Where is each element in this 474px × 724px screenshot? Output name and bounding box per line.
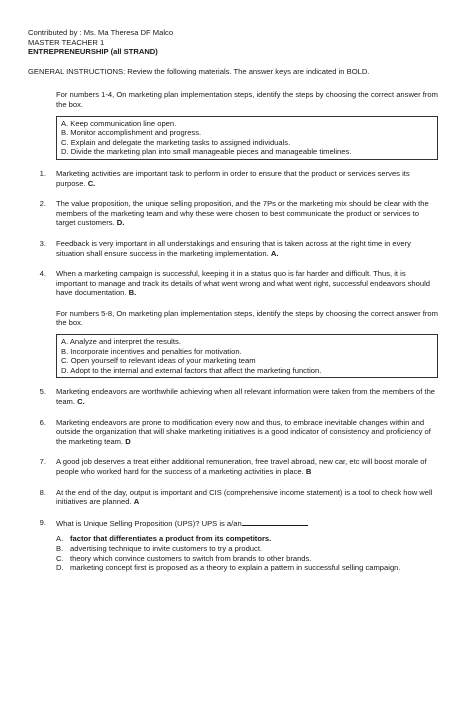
choice-text: theory which convince customers to switch from brands to other brands. bbox=[70, 553, 312, 563]
answer-blank bbox=[242, 518, 308, 526]
question-number: 8. bbox=[39, 487, 46, 497]
question-text: At the end of the day, output is important and CIS (comprehensive income statement) is a tool to check how well initiatives are planned. bbox=[56, 487, 433, 507]
choice-letter: D. bbox=[56, 563, 64, 573]
question-text: Marketing activities are important task to perform in order to ensure that the product or services serves its purpose. bbox=[56, 168, 410, 188]
question-text: When a marketing campaign is successful, keeping it in a status quo is far harder and difficult. Thus, it is important to manage and track its details of what went wrong and what went right, successful endeavors should have documentation. bbox=[56, 269, 430, 298]
question9-choices bbox=[56, 534, 438, 572]
choice-letter: B. bbox=[56, 543, 64, 553]
question-text: Marketing endeavors are worthwhile achieving when all relevant information were taken from the members of the team. bbox=[56, 387, 436, 407]
answer-key: A. bbox=[270, 248, 279, 258]
question-8 bbox=[39, 487, 438, 507]
box1-option-b: B. Monitor accomplishment and progress. bbox=[61, 128, 202, 138]
section2-items bbox=[28, 387, 438, 528]
choice-text: factor that differentiates a product from its competitors. bbox=[70, 534, 272, 544]
answer-key: D bbox=[125, 436, 131, 446]
box1-option-d: D. Divide the marketing plan into small manageable pieces and manageable timelines. bbox=[61, 147, 352, 157]
question-text: Marketing endeavors are prone to modification every now and thus, to embrace inevitable changes within and outside the organization that will shake marketing initiatives is a good indicator of consistency and proficiency of the marketing team. bbox=[56, 417, 431, 446]
section1-items bbox=[28, 169, 438, 298]
question-number: 9. bbox=[39, 517, 46, 527]
question-number: 5. bbox=[39, 387, 46, 397]
choice-d bbox=[56, 563, 438, 573]
section2-instructions: For numbers 5-8, On marketing plan implementation steps, identify the steps by choosing the correct answer from the box. bbox=[56, 308, 438, 328]
question-1 bbox=[39, 168, 438, 188]
box1-option-c: C. Explain and delegate the marketing tasks to assigned individuals. bbox=[61, 137, 291, 147]
question-2 bbox=[39, 199, 438, 228]
answer-key: D. bbox=[116, 218, 125, 228]
answer-key: C. bbox=[77, 397, 85, 407]
question-text: What is Unique Selling Proposition (UPS)? UPS is a/an bbox=[56, 518, 242, 528]
question-6 bbox=[39, 417, 438, 447]
answer-key: B bbox=[305, 467, 312, 476]
answer-key: C. bbox=[87, 178, 96, 188]
question-number: 4. bbox=[39, 269, 46, 279]
question-number: 1. bbox=[39, 168, 46, 178]
section1-instructions: For numbers 1-4, On marketing plan implementation steps, identify the steps by choosing the correct answer from the box. bbox=[56, 90, 438, 109]
choice-letter: A. bbox=[56, 534, 64, 544]
answer-key: A bbox=[133, 497, 140, 507]
section1-answer-box bbox=[56, 116, 438, 160]
choice-text: marketing concept first is proposed as a theory to explain a pattern in successful selling campaign. bbox=[70, 563, 401, 573]
box2-option-b: B. Incorporate incentives and penalties for motivation. bbox=[61, 346, 242, 356]
question-text: A good job deserves a treat either additional remuneration, free travel abroad, new car, etc will boost morale of people who worked hard for the success of a marketing activities in place. bbox=[56, 457, 427, 476]
section2-answer-box bbox=[56, 334, 438, 378]
choice-c bbox=[56, 554, 438, 564]
header bbox=[28, 28, 438, 57]
question-9 bbox=[39, 517, 438, 529]
choice-text: advertising technique to invite customers to try a product. bbox=[70, 543, 263, 553]
choice-b bbox=[56, 544, 438, 554]
box2-option-d: D. Adopt to the internal and external factors that affect the marketing function. bbox=[61, 365, 322, 375]
contributor-line: Contributed by : Ms. Ma Theresa DF Malco bbox=[28, 28, 174, 37]
answer-key: B. bbox=[128, 288, 137, 298]
choice-letter: C. bbox=[56, 553, 64, 563]
question-text: Feedback is very important in all understakings and ensuring that is taken across at the right time in every situation shall ensure success in the marketing implementation. bbox=[56, 238, 411, 258]
general-instructions: GENERAL INSTRUCTIONS: Review the following materials. The answer keys are indicated in BOLD. bbox=[28, 66, 370, 76]
question-number: 7. bbox=[39, 457, 46, 467]
question-7 bbox=[39, 457, 438, 476]
question-5 bbox=[39, 387, 438, 407]
box1-option-a: A. Keep communication line open. bbox=[61, 118, 177, 128]
subject-line: ENTREPRENEURSHIP (all STRAND) bbox=[28, 47, 158, 57]
choice-a bbox=[56, 534, 438, 544]
question-number: 3. bbox=[39, 238, 46, 248]
question-3 bbox=[39, 238, 438, 258]
question-4 bbox=[39, 269, 438, 298]
box2-option-c: C. Open yourself to relevant ideas of your marketing team bbox=[61, 356, 256, 366]
question-number: 2. bbox=[39, 199, 46, 209]
box2-option-a: A. Analyze and interpret the results. bbox=[61, 337, 181, 347]
role-line: MASTER TEACHER 1 bbox=[28, 37, 105, 47]
question-text: The value proposition, the unique selling proposition, and the 7Ps or the marketing mix should be clear with the members of the marketing team and why these were chosen to best communicate the product or services to target customers. bbox=[56, 199, 429, 228]
question-number: 6. bbox=[39, 417, 46, 427]
